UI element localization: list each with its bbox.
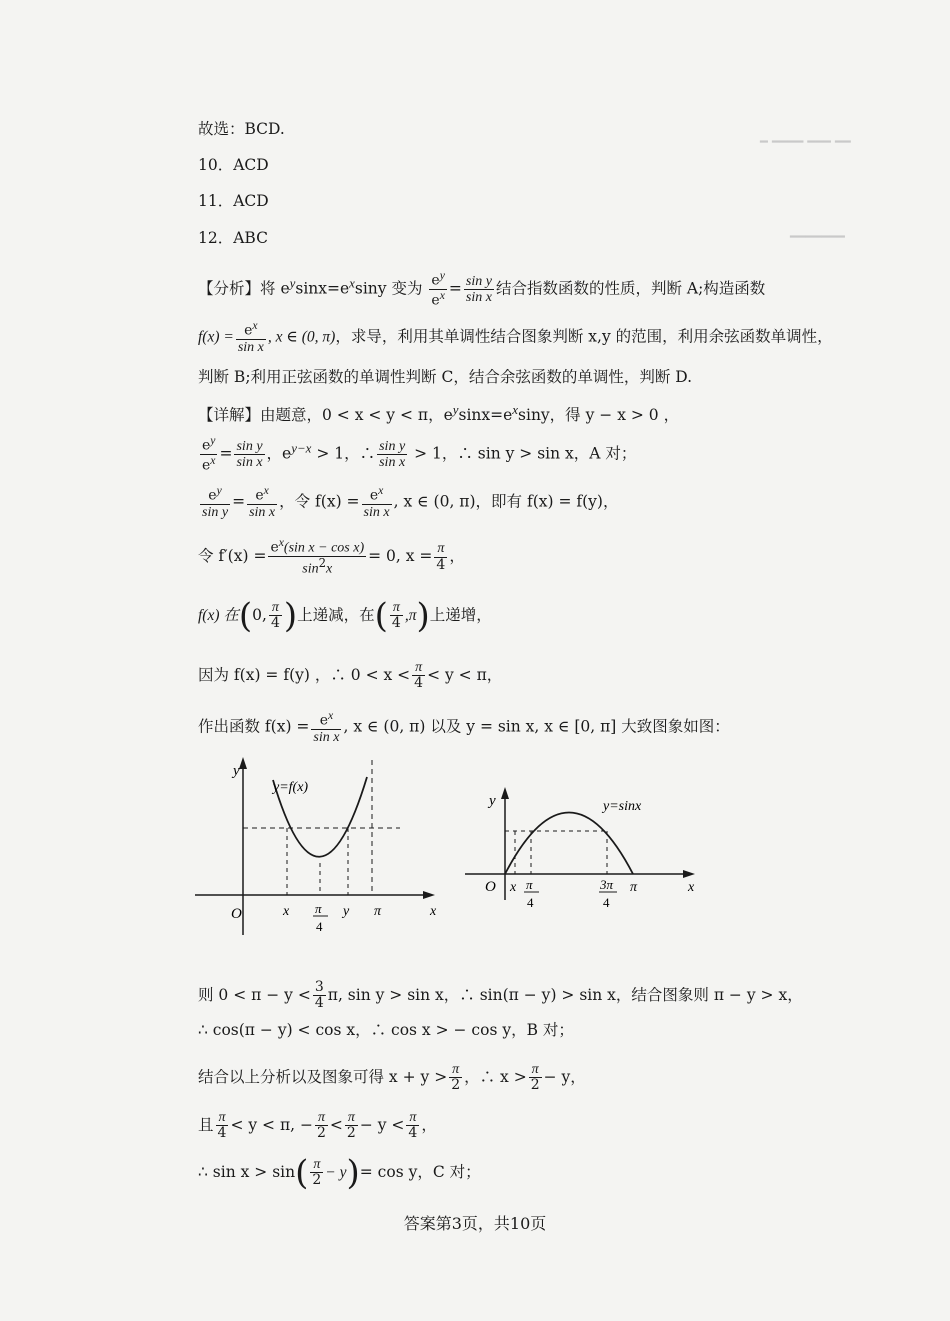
origin-label: O <box>485 879 496 895</box>
x-tick-label: x <box>283 904 290 919</box>
x-axis-label: x <box>430 904 437 919</box>
e: e <box>202 457 211 474</box>
x-tick-label: x <box>510 880 517 895</box>
text: 上递减，在 <box>297 605 375 624</box>
y-axis-arrow <box>501 787 509 799</box>
text: ，求导，利用其单调性结合图象判断 x,y 的范围，利用余弦函数单调性， <box>335 327 833 346</box>
y-axis-label: y <box>489 793 496 809</box>
den: 2 <box>530 1077 540 1094</box>
analysis-line-2 <box>198 320 833 355</box>
origin-label: O <box>231 906 242 922</box>
detail-line-10 <box>198 1062 586 1094</box>
den: 2 <box>316 1125 326 1142</box>
den: 2 <box>312 1172 322 1189</box>
pi: ,π <box>404 606 417 624</box>
analysis-line-1: 【分析】将 $e^y\sin x=e^x\sin y$ 变为 $\frac{e^y}{e^x}$ = $\frac{\text{sin y}}{\text{sin x}}$ 结合指数函数的性质，判断 A;构造函数 <box>198 269 766 309</box>
sup: x <box>512 402 519 417</box>
fraction-ey-siny <box>200 485 230 520</box>
fraction-pi-4 <box>434 541 447 573</box>
den: 2 <box>451 1077 461 1094</box>
den: 4 <box>391 615 401 632</box>
page-footer: 答案第3页，共10页 <box>403 1214 547 1233</box>
text: 结合指数函数的性质，判断 A;构造函数 <box>495 279 766 298</box>
sup: y <box>452 402 459 417</box>
text: sinx=e <box>295 279 350 298</box>
domain: , x ∈ (0, π) <box>267 328 336 346</box>
x-axis-arrow <box>423 891 435 899</box>
fraction-pi-2 <box>449 1062 462 1094</box>
sup: x <box>328 709 334 722</box>
detail-line-4 <box>198 537 465 577</box>
text: ∴ sin x > sin <box>198 1162 296 1181</box>
pi-tick-label: π <box>630 880 638 895</box>
y-axis-arrow <box>239 757 247 769</box>
fraction-ex-sinx <box>236 320 266 355</box>
sup: y−x <box>291 440 312 456</box>
num: sin y <box>379 438 406 454</box>
detail-line-6 <box>198 660 502 692</box>
line-answer-11: 11．ACD <box>198 192 269 210</box>
den: sin <box>302 561 319 577</box>
num: π <box>406 1110 419 1126</box>
fraction-pi-4 <box>269 600 282 632</box>
fraction-siny-sinx <box>377 439 407 471</box>
pi-tick-label: π <box>374 904 382 919</box>
num: 3 <box>314 979 324 995</box>
detail-line-2: $\frac{e^y}{e^x}$ = $\frac{\text{sin y}}{\text{sin x}}$ ，$e^{y-x} > 1$，∴ $\frac{\text{sin y}}{\text{sin x}}$ > 1，∴ sin y > sin x，A 对； <box>202 434 637 474</box>
graph-sinx <box>465 785 710 915</box>
fraction-pi-2 <box>315 1110 328 1142</box>
line-answer-10: 10．ACD <box>198 156 269 174</box>
sup: x <box>278 536 284 549</box>
pi4-num: π <box>315 901 322 916</box>
y-axis-label: y <box>233 763 240 779</box>
text: ， <box>449 547 465 566</box>
detail-line-3: $\frac{e^y}{\text{sin y}}$ = $\frac{e^x}{\text{sin x}}$ ，令 f(x) = $\frac{e^x}{\text{sin x}}$ , x ∈ (0, π)，即有 f(x) = f(y)， <box>202 484 619 521</box>
den: sin x <box>465 290 492 306</box>
analysis-label: 【分析】 <box>198 279 261 298</box>
fraction-pi-4 <box>216 1110 229 1142</box>
e: e <box>431 292 440 309</box>
num: (sin x − cos x) <box>283 540 365 556</box>
num: π <box>434 541 447 557</box>
bracket: ) <box>416 595 430 636</box>
text: ，∴ x > <box>464 1067 527 1086</box>
sup: y <box>439 269 445 282</box>
bracket: ( <box>374 595 388 636</box>
analysis-line-3: 判断 B;利用正弦函数的单调性判断 C，结合余弦函数的单调性，判断 D. <box>198 368 693 386</box>
x-axis-label: x <box>688 880 695 895</box>
num: π <box>269 600 282 616</box>
pi4-den: 4 <box>527 895 534 910</box>
detail-line-12: ∴ sin x > sin( $\frac{\pi}{2}$ − y)= cos y，C 对； <box>198 1152 481 1193</box>
den: 2 <box>346 1125 356 1142</box>
fraction-pi-4 <box>390 600 403 632</box>
graph-fx <box>195 755 445 960</box>
zero: 0, <box>252 605 267 624</box>
text: = cos y，C 对； <box>359 1162 481 1181</box>
fraction-pi-2 <box>310 1157 323 1189</box>
den: sin x <box>249 505 276 521</box>
sup: y <box>210 434 216 447</box>
num: π <box>529 1062 542 1078</box>
e: e <box>202 437 211 454</box>
sup: x <box>252 319 258 332</box>
fraction-derivative <box>268 537 366 577</box>
text: ，令 f(x) = <box>279 492 360 511</box>
detail-label: 【详解】 <box>198 406 261 425</box>
fraction-ex-sinx <box>362 485 392 520</box>
text: = 0, x = <box>368 547 433 566</box>
bracket: ( <box>295 1152 309 1193</box>
text: 则 0 < π − y < <box>198 985 311 1004</box>
e: e <box>255 487 264 504</box>
e: e <box>270 539 279 556</box>
num: π <box>449 1062 462 1078</box>
bleed-through-text: ━ ━━━━ ━━━ ━━ <box>760 135 851 150</box>
sup: x <box>263 484 269 497</box>
text: < <box>329 1115 343 1134</box>
den: sin y <box>202 505 229 521</box>
den: sin x <box>363 505 390 521</box>
line-answer-12: 12．ABC <box>198 229 268 247</box>
line-choice-bcd: 故选：BCD. <box>198 120 285 138</box>
text: > 1，∴ sin y > sin x，A 对； <box>409 444 637 463</box>
sup: x <box>349 275 355 291</box>
detail-line-7 <box>198 710 730 745</box>
text: > 1，∴ <box>311 444 376 463</box>
fraction-pi-2 <box>345 1110 358 1142</box>
text: − y， <box>543 1067 586 1086</box>
text: < y < π, − <box>230 1115 313 1134</box>
sup: 2 <box>318 556 327 571</box>
den: 4 <box>436 556 446 573</box>
text: siny，得 y − x > 0 ， <box>518 406 680 425</box>
text: ，e <box>266 444 292 463</box>
e: e <box>431 272 440 289</box>
text: < y < π， <box>427 665 503 684</box>
e: e <box>369 487 379 504</box>
e: e <box>244 322 253 339</box>
den: 4 <box>217 1125 227 1142</box>
den: sin x <box>236 455 263 471</box>
text: , x ∈ (0, π) 以及 y = sin x, x ∈ [0, π] 大致图象如图： <box>343 717 730 736</box>
text: 将 e <box>260 279 290 298</box>
text: sinx=e <box>458 406 513 425</box>
fraction-ex-sinx <box>311 710 341 745</box>
three-pi4-den: 4 <box>603 895 610 910</box>
den: 4 <box>408 1125 418 1142</box>
bracket: ) <box>346 1152 360 1193</box>
num: sin y <box>236 438 263 454</box>
text: 作出函数 f(x) = <box>198 717 310 736</box>
bracket: ( <box>238 595 253 636</box>
den: sin x <box>379 455 406 471</box>
text: siny 变为 <box>354 279 423 298</box>
fraction-pi-4 <box>412 660 425 692</box>
fx: f(x) = <box>198 328 234 346</box>
text: 结合以上分析以及图象可得 x + y > <box>198 1067 448 1086</box>
fraction-3-4 <box>313 980 326 1012</box>
den: x <box>326 561 333 577</box>
num: π <box>345 1110 358 1126</box>
detail-line-8 <box>198 980 803 1012</box>
sup: x <box>210 454 216 468</box>
den: 4 <box>270 615 280 632</box>
e: e <box>319 712 328 729</box>
num: π <box>412 660 425 676</box>
x-axis-arrow <box>683 870 695 878</box>
fraction-ex-sinx <box>247 485 277 520</box>
den: sin x <box>313 730 340 746</box>
num: π <box>315 1110 328 1126</box>
den: 4 <box>414 675 424 692</box>
text: f(x) 在 <box>198 606 239 624</box>
text: 由题意，0 < x < y < π，e <box>260 406 453 425</box>
three-pi4-num: 3π <box>600 877 614 892</box>
sup: y <box>289 275 296 291</box>
detail-line-5 <box>198 595 492 636</box>
fraction-siny-sinx <box>234 439 264 471</box>
num: π <box>216 1110 229 1126</box>
text: π, sin y > sin x，∴ sin(π − y) > sin x，结合图象则 π − y > x， <box>327 985 803 1004</box>
curve-label: y=f(x) <box>273 780 309 795</box>
sup: y <box>216 484 222 497</box>
text: ， <box>421 1115 437 1134</box>
text: , x ∈ (0, π)，即有 f(x) = f(y)， <box>393 492 619 511</box>
text: 上递增， <box>429 605 492 624</box>
text: − y < <box>359 1115 405 1134</box>
num: sin y <box>465 273 492 289</box>
pi4-num: π <box>526 877 533 892</box>
text: 且 <box>198 1115 214 1134</box>
fraction-pi-2 <box>529 1062 542 1094</box>
detail-line-11 <box>198 1110 437 1142</box>
bleed-through-text: ━━━━━━━ <box>790 230 845 245</box>
detail-line-9: ∴ cos(π − y) < cos x，∴ cos x > − cos y，B 对； <box>198 1021 574 1039</box>
text: 令 f′(x) = <box>198 547 267 566</box>
text: 因为 f(x) = f(y) ，∴ 0 < x < <box>198 665 411 684</box>
fraction-pi-4 <box>406 1110 419 1142</box>
sup: x <box>439 289 445 303</box>
den: 4 <box>314 995 324 1012</box>
num: π <box>390 600 403 616</box>
detail-line-1 <box>198 400 679 425</box>
curve-sinx <box>505 813 633 875</box>
y-tick-label: y <box>343 904 350 919</box>
den: sin x <box>237 340 264 356</box>
fraction-ey-ex <box>429 270 446 309</box>
e: e <box>208 487 217 504</box>
bracket: ) <box>283 595 298 636</box>
pi4-den: 4 <box>316 919 323 934</box>
sup: x <box>378 484 384 497</box>
num: π <box>310 1157 323 1173</box>
curve-label: y=sinx <box>603 799 642 814</box>
fraction-ey-ex <box>200 435 217 474</box>
fraction-siny-sinx <box>464 274 494 306</box>
